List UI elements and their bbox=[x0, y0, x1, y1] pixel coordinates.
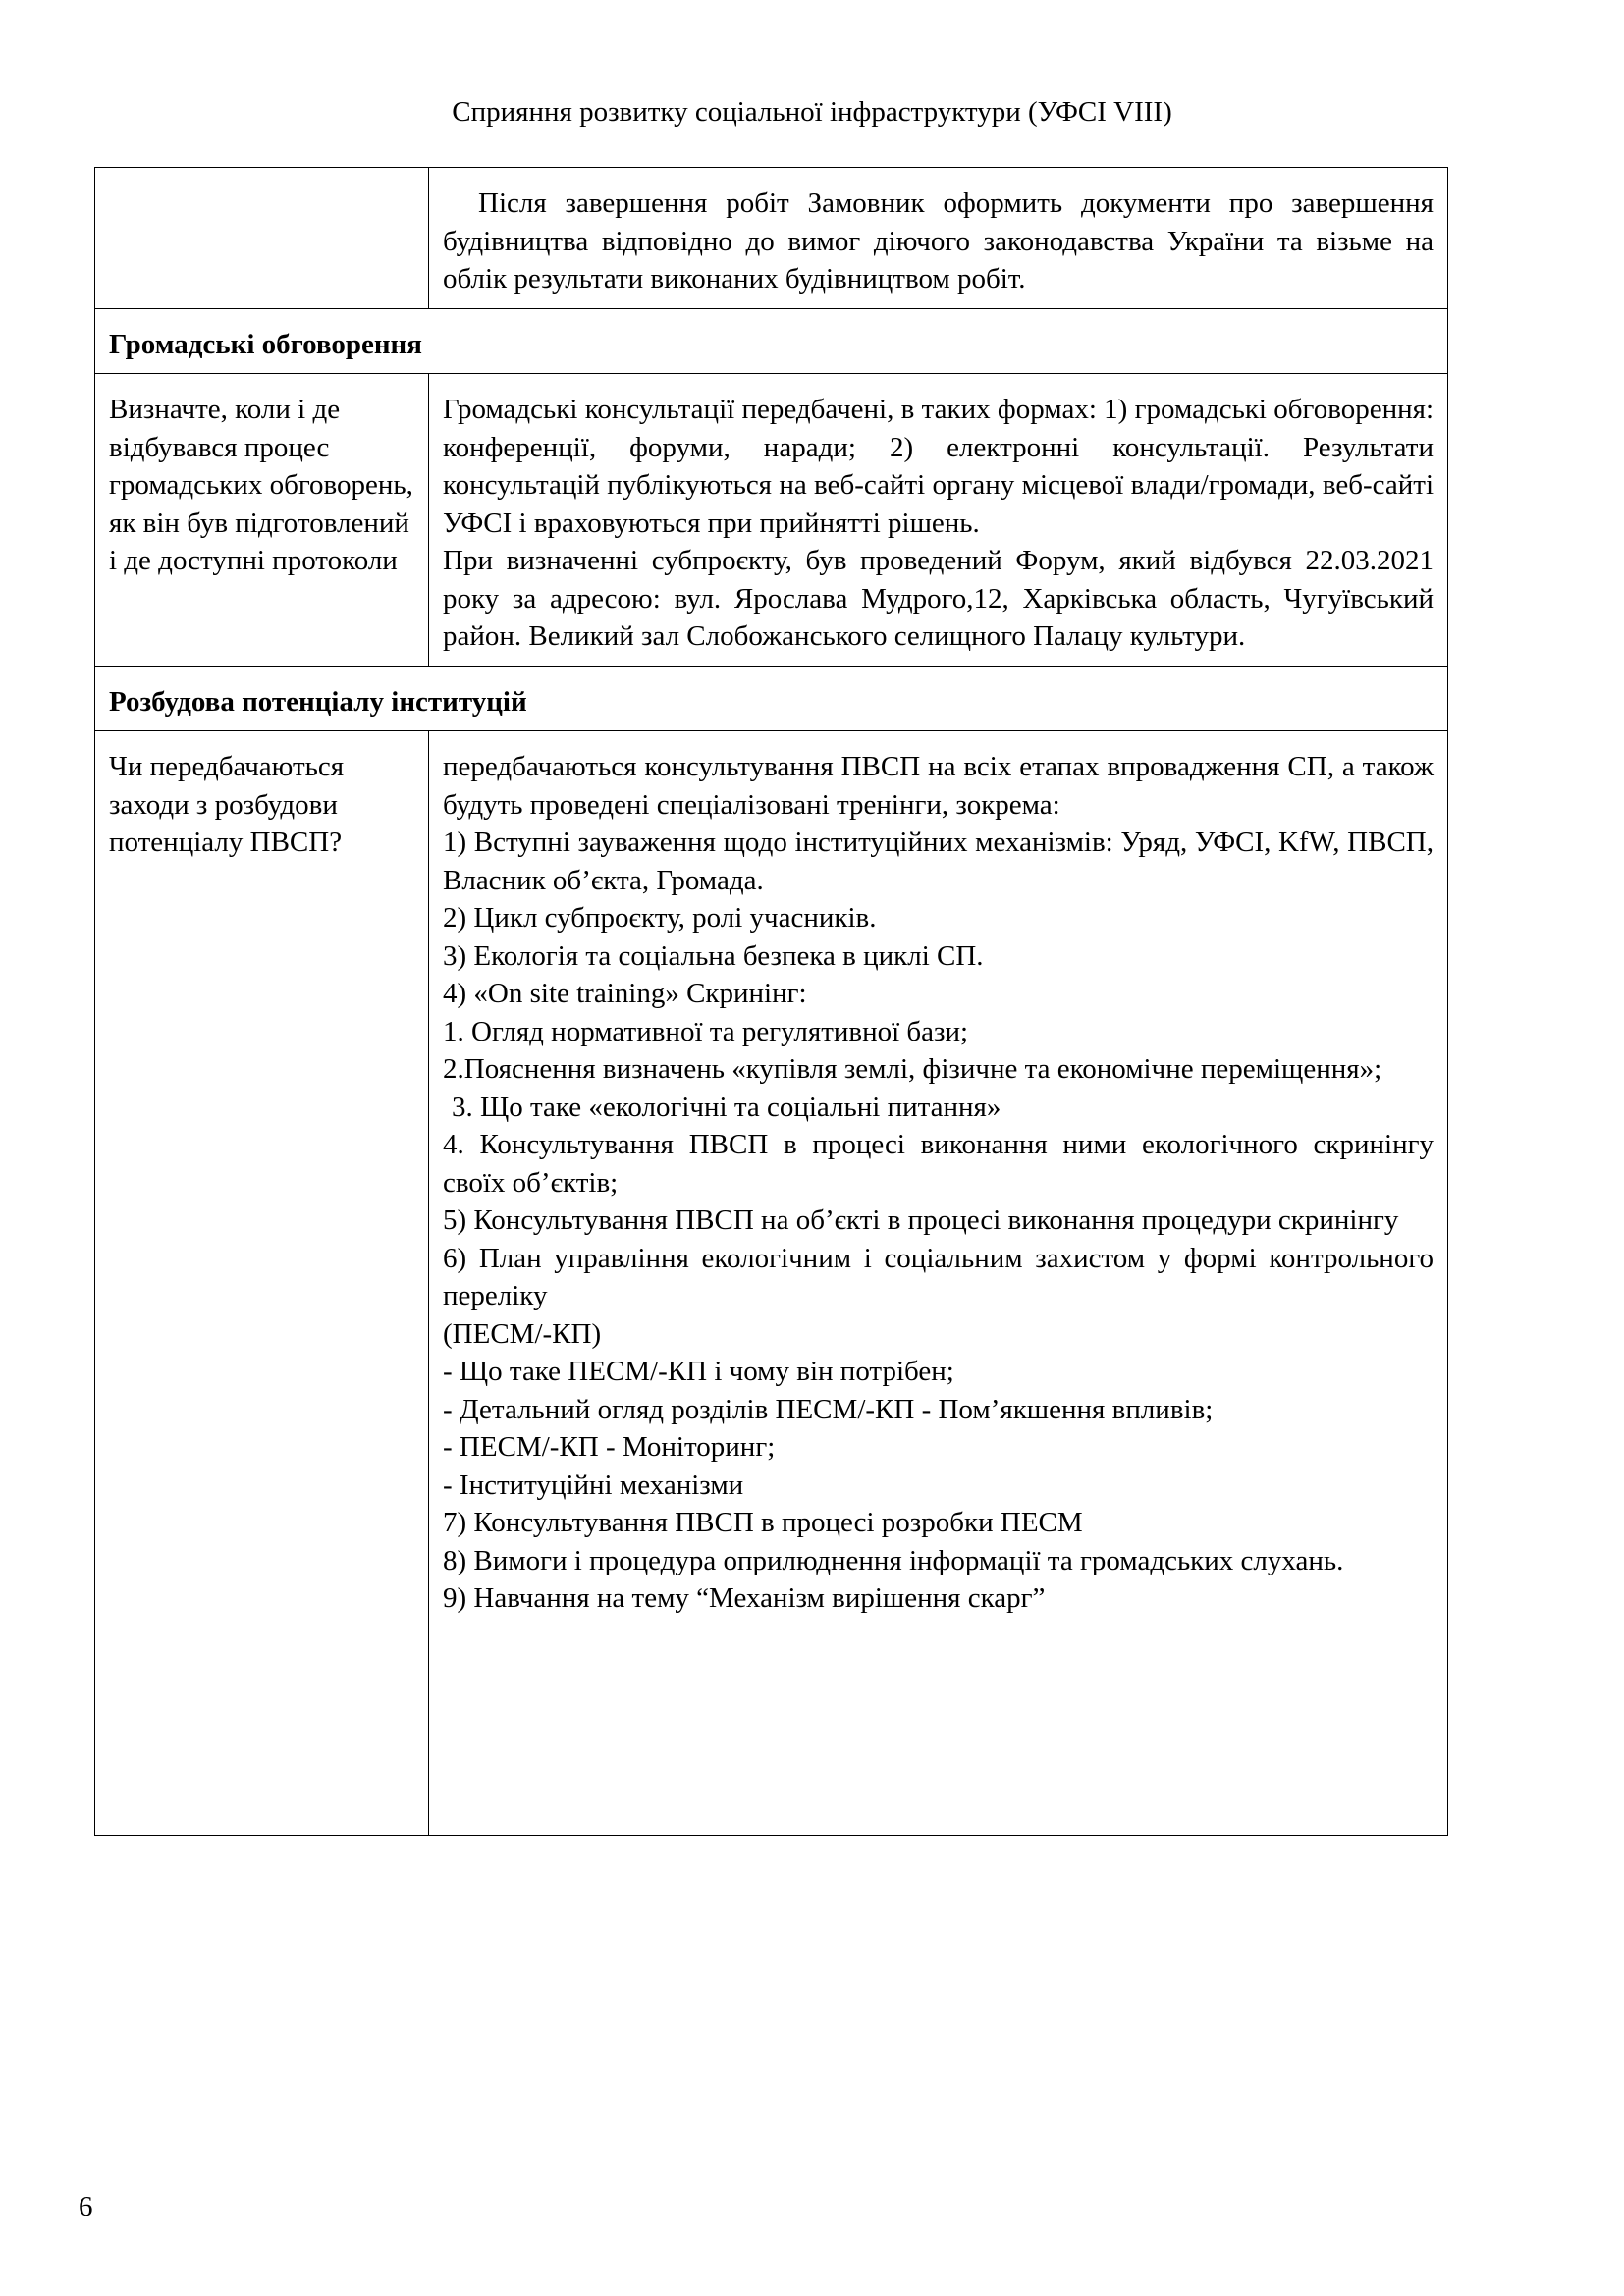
list-item: 1) Вступні зауваження щодо інституційних механізмів: Уряд, УФСІ, KfW, ПВСП, Власник об’єкта, Громада. bbox=[443, 827, 1434, 896]
page-header-title: Сприяння розвитку соціальної інфраструктури (УФСІ VIII) bbox=[452, 96, 1172, 128]
section-heading-public-discussions: Громадські обговорення bbox=[95, 308, 1448, 374]
table-row-completion bbox=[95, 168, 1448, 309]
answer-public-discussions bbox=[429, 374, 1448, 667]
completion-paragraph: Після завершення робіт Замовник оформить документи про завершення будівництва відповідно до вимог діючого законодавства України та візьме на облік результати виконаних будівництвом робіт. bbox=[443, 187, 1434, 294]
list-item: 8) Вимоги і процедура оприлюднення інформації та громадських слухань. bbox=[443, 1544, 1344, 1576]
list-item: 4) «On site training» Скринінг: bbox=[443, 978, 807, 1009]
list-item: 4. Консультування ПВСП в процесі виконання ними екологічного скринінгу своїх об’єктів; bbox=[443, 1129, 1434, 1199]
document-table bbox=[94, 167, 1448, 1836]
list-item: 9) Навчання на тему “Механізм вирішення скарг” bbox=[443, 1582, 1046, 1614]
public-consultations-paragraph: Громадські консультації передбачені, в таких формах: 1) громадські обговорення: конференції, форуми, наради; 2) електронні консультації. Результати консультацій публікуються на веб-сайті органу місцевої влади/громади, веб-сайті УФСІ і враховуються при прийнятті рішень. bbox=[443, 394, 1434, 539]
list-item: (ПЕСМ/-КП) bbox=[443, 1317, 602, 1350]
list-item: 2) Цикл субпроєкту, ролі учасників. bbox=[443, 902, 877, 934]
section-row-public-discussions bbox=[95, 308, 1448, 374]
question-public-discussions: Визначте, коли і де відбувався процес громадських обговорень, як він був підготовлений і де доступні протоколи bbox=[95, 374, 429, 667]
table-row-capacity-building bbox=[95, 731, 1448, 1836]
list-item: 2.Пояснення визначень «купівля землі, фізичне та економічне переміщення»; bbox=[443, 1053, 1382, 1085]
section-heading-capacity-building: Розбудова потенціалу інституцій bbox=[95, 666, 1448, 731]
list-item: 7) Консультування ПВСП в процесі розробки ПЕСМ bbox=[443, 1507, 1083, 1538]
list-item: 1. Огляд нормативної та регулятивної бази; bbox=[443, 1015, 969, 1047]
list-item: - Інституційні механізми bbox=[443, 1468, 744, 1501]
table-cell-completion-text bbox=[429, 168, 1448, 309]
list-item: 5) Консультування ПВСП на об’єкті в процесі виконання процедури скринінгу bbox=[443, 1204, 1399, 1236]
list-item: 6) План управління екологічним і соціальним захистом у формі контрольного переліку bbox=[443, 1242, 1434, 1311]
forum-paragraph: При визначенні субпроєкту, був проведений Форум, який відбувся 22.03.2021 року за адресою: вул. Ярослава Мудрого,12, Харківська область, Чугуївський район. Великий зал Слобожанського селищного Палацу культури. bbox=[443, 545, 1434, 652]
table-row-public-discussions bbox=[95, 374, 1448, 667]
list-item: - Що таке ПЕСМ/-КП і чому він потрібен; bbox=[443, 1356, 954, 1387]
list-item: передбачаються консультування ПВСП на всіх етапах впровадження СП, а також будуть проведені спеціалізовані тренінги, зокрема: bbox=[443, 751, 1434, 821]
question-capacity-building: Чи передбачаються заходи з розбудови потенціалу ПВСП? bbox=[95, 731, 429, 1836]
section-row-capacity-building bbox=[95, 666, 1448, 731]
list-item: - Детальний огляд розділів ПЕСМ/-КП - Пом’якшення впливів; bbox=[443, 1393, 1214, 1425]
table-cell-empty bbox=[95, 168, 429, 309]
list-item: 3. Що таке «екологічні та соціальні питання» bbox=[452, 1091, 1001, 1123]
list-item: 3) Екологія та соціальна безпека в циклі СП. bbox=[443, 939, 984, 972]
list-item: - ПЕСМ/-КП - Моніторинг; bbox=[443, 1431, 776, 1463]
answer-capacity-building bbox=[429, 731, 1448, 1836]
page-number: 6 bbox=[79, 2191, 93, 2222]
